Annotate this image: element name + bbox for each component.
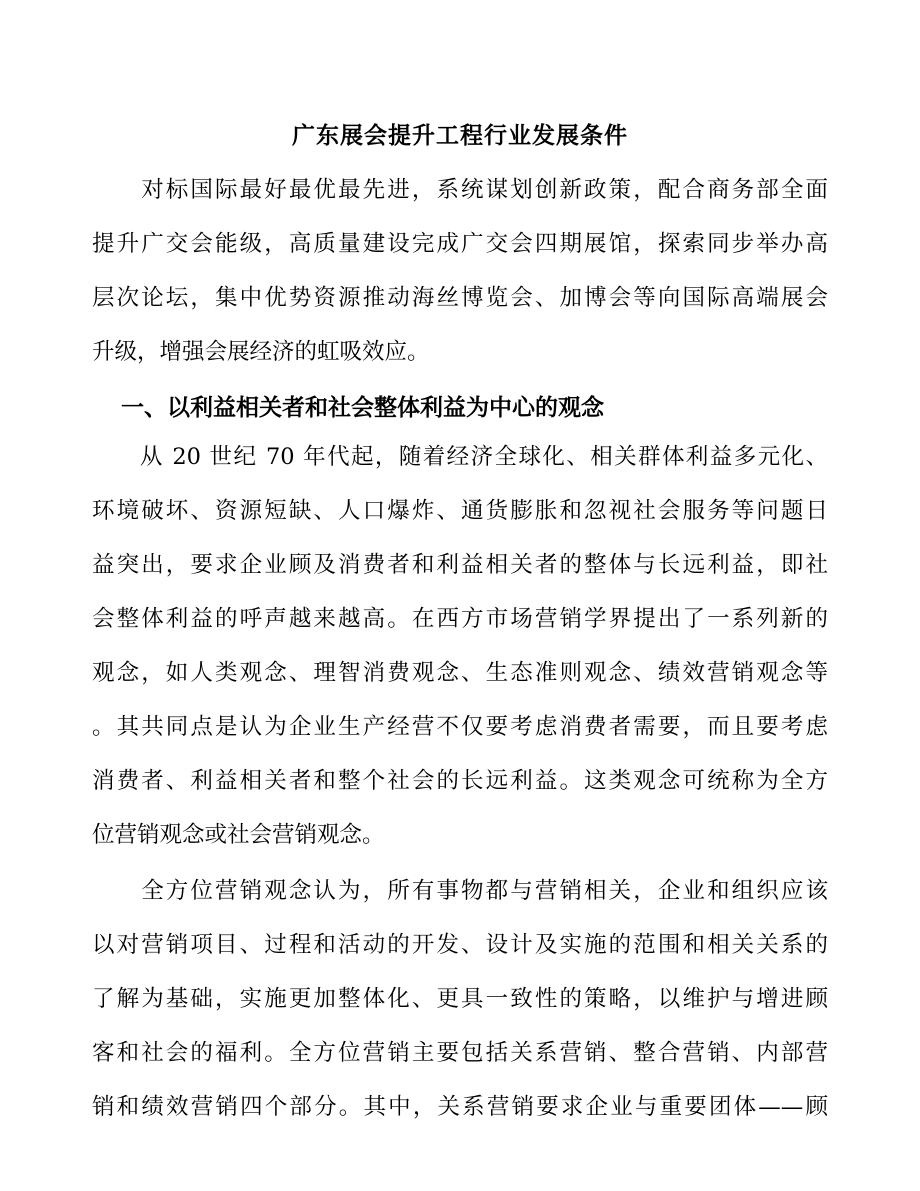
paragraph-2-line: 消费者、利益相关者和整个社会的长远利益。这类观念可统称为全方 bbox=[92, 768, 828, 794]
paragraph-3-line: 全方位营销观念认为，所有事物都与营销相关，企业和组织应该 bbox=[92, 878, 828, 904]
paragraph-2-line: 观念，如人类观念、理智消费观念、生态准则观念、绩效营销观念等 bbox=[92, 660, 828, 686]
paragraph-3-line: 了解为基础，实施更加整体化、更具一致性的策略，以维护与增进顾 bbox=[92, 986, 828, 1012]
paragraph-1-line: 对标国际最好最优最先进，系统谋划创新政策，配合商务部全面 bbox=[92, 177, 828, 203]
section-heading: 一、以利益相关者和社会整体利益为中心的观念 bbox=[121, 394, 604, 421]
paragraph-3-line: 客和社会的福利。全方位营销主要包括关系营销、整合营销、内部营 bbox=[92, 1040, 828, 1066]
paragraph-2-line: 从 20 世纪 70 年代起，随着经济全球化、相关群体利益多元化、 bbox=[92, 444, 828, 470]
paragraph-3-line: 以对营销项目、过程和活动的开发、设计及实施的范围和相关关系的 bbox=[92, 932, 828, 958]
paragraph-2-line: 益突出，要求企业顾及消费者和利益相关者的整体与长远利益，即社 bbox=[92, 552, 828, 578]
paragraph-3-line: 销和绩效营销四个部分。其中，关系营销要求企业与重要团体——顾 bbox=[92, 1094, 828, 1120]
paragraph-1-line: 提升广交会能级，高质量建设完成广交会四期展馆，探索同步举办高 bbox=[92, 231, 828, 257]
paragraph-2-line: 环境破坏、资源短缺、人口爆炸、通货膨胀和忽视社会服务等问题日 bbox=[92, 498, 828, 524]
document-title: 广东展会提升工程行业发展条件 bbox=[292, 122, 628, 149]
paragraph-1-line: 升级，增强会展经济的虹吸效应。 bbox=[92, 339, 430, 365]
paragraph-1-line: 层次论坛，集中优势资源推动海丝博览会、加博会等向国际高端展会 bbox=[92, 285, 828, 311]
paragraph-2-line: 会整体利益的呼声越来越高。在西方市场营销学界提出了一系列新的 bbox=[92, 606, 828, 632]
paragraph-2-line: 位营销观念或社会营销观念。 bbox=[92, 822, 385, 848]
paragraph-2-line: 。其共同点是认为企业生产经营不仅要考虑消费者需要，而且要考虑 bbox=[92, 714, 828, 740]
